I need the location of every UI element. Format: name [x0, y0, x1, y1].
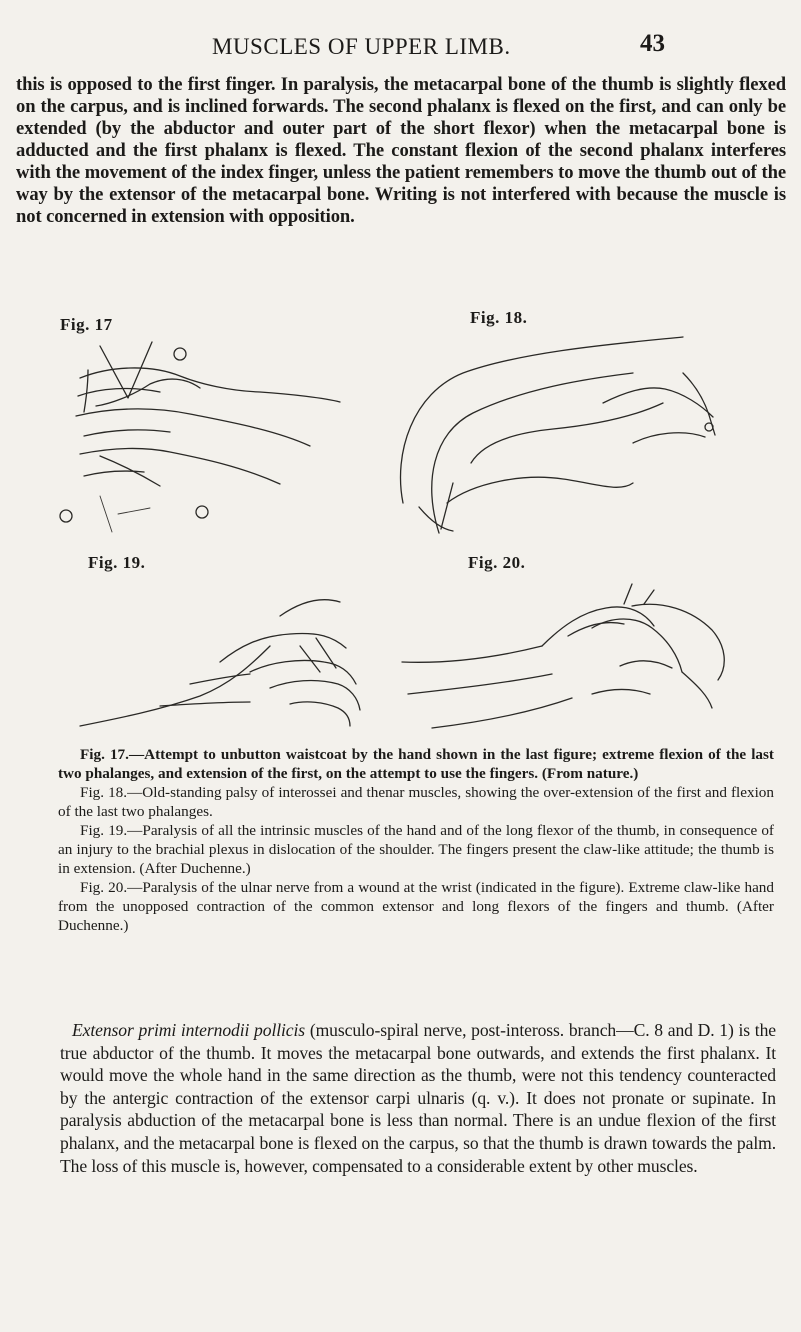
body-paragraph-bottom-text: (musculo-spiral nerve, post-inteross. branch—C. 8 and D. 1) is the true abductor of the thumb. It moves the metacarpal bone outwards, and extends the first phalanx. It would move the whole hand in the same direction as the thumb, were not this tendency counteracted by the antergic contraction of the extensor carpi ulnaris (q. v.). It does not pronate or supinate. In paralysis abduction of the metacarpal bone is less than normal. There is an undue flexion of the first phalanx, and the metacarpal bone is flexed on the carpus, so that the thumb is drawn towards the palm. The loss of this muscle is, however, compensated to a considerable extent by other muscles.: [60, 1020, 776, 1176]
fig-18-illustration: [383, 333, 773, 543]
fig-18-label: Fig. 18.: [470, 308, 528, 327]
page-number: 43: [640, 30, 665, 57]
body-paragraph-top: this is opposed to the first finger. In paralysis, the metacarpal bone of the thumb is slightly flexed on the carpus, and is inclined forwards. The second phalanx is flexed on the first, and can only be extended (by the abductor and outer part of the short flexor) when the metacarpal bone is adducted and the first phalanx is flexed. The constant flexion of the second phalanx interferes with the movement of the index finger, unless the patient remembers to move the thumb out of the way by the extensor of the metacarpal bone. Writing is not interfered with because the muscle is not concerned in extension with opposition.: [16, 74, 786, 227]
fig-19-illustration: [60, 576, 390, 736]
fig-20-illustration: [392, 576, 780, 736]
muscle-name: Extensor primi internodii pollicis: [72, 1020, 306, 1040]
caption-fig-20: Fig. 20.—Paralysis of the ulnar nerve from a wound at the wrist (indicated in the figure). Extreme claw-like hand from the unopposed contraction of the common extensor and long flexors of the fingers and thumb. (After Duchenne.): [58, 879, 774, 934]
running-title: MUSCLES OF UPPER LIMB.: [212, 34, 511, 59]
figure-captions: [58, 745, 774, 935]
fig-20-label: Fig. 20.: [468, 553, 526, 572]
fig-19-label: Fig. 19.: [88, 553, 146, 572]
caption-fig-18: Fig. 18.—Old-standing palsy of interossei and thenar muscles, showing the over-extension of the first and flexion of the last two phalanges.: [58, 784, 774, 820]
fig-17-illustration: [40, 336, 370, 546]
caption-fig-17: Fig. 17.—Attempt to unbutton waistcoat by the hand shown in the last figure; extreme flexion of the last two phalanges, and extension of the first, on the attempt to use the fingers. (From nature.): [58, 746, 774, 782]
running-head: [0, 30, 801, 60]
fig-17-label: Fig. 17: [60, 315, 113, 334]
caption-fig-19: Fig. 19.—Paralysis of all the intrinsic muscles of the hand and of the long flexor of the thumb, in consequence of an injury to the brachial plexus in dislocation of the shoulder. The fingers present the claw-like attitude; the thumb is in extension. (After Duchenne.): [58, 822, 774, 877]
body-paragraph-bottom: [60, 1019, 776, 1177]
